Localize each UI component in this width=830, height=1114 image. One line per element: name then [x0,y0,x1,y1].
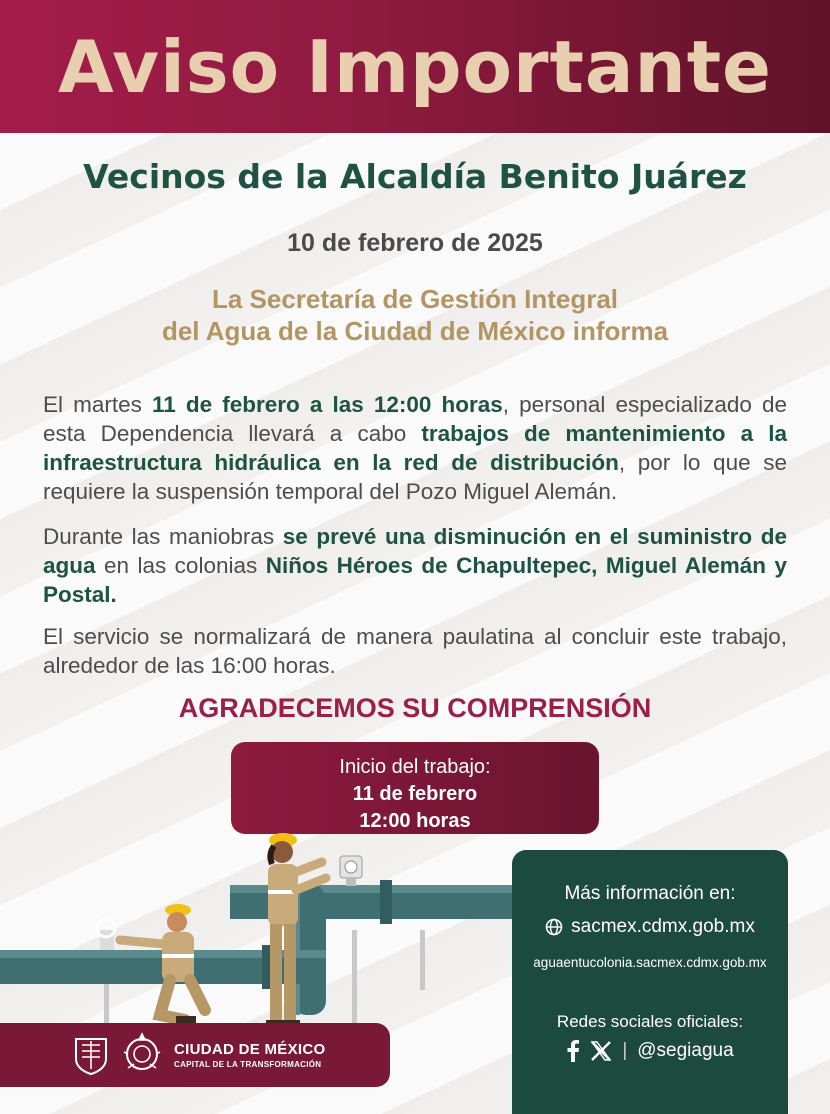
coat-of-arms-logo [72,1035,110,1075]
social-media-row [512,1040,788,1062]
issuer-statement [0,283,830,347]
page-title: Aviso Importante [58,24,772,109]
start-time: 12:00 horas [359,810,471,832]
info-box [512,850,788,1114]
footer-bar [0,1023,390,1087]
text-span: El servicio se normalizará de manera paulatina al concluir este trabajo, alrededor de las 16:00 horas. [43,624,787,678]
text-span: , por lo que se requiere la suspensión temporal del Pozo Miguel Alemán. [43,450,787,504]
start-label: Inicio del trabajo: [339,756,491,778]
globe-icon [545,918,563,936]
facebook-icon[interactable] [566,1040,580,1062]
social-handle[interactable]: @segiagua [637,1040,734,1061]
highlight-span: 11 de febrero a las 12:00 horas [151,392,503,417]
highlight-span: se prevé una disminución en el suministro de agua [43,524,787,578]
highlight-span: Niños Héroes de Chapultepec, Miguel Alemán y Postal. [43,553,787,607]
x-icon[interactable] [590,1040,612,1062]
text-span: El martes [43,392,152,417]
header-banner [0,0,830,133]
issuer-line-1: La Secretaría de Gestión Integral [211,284,619,314]
paragraph-restoration [43,622,787,680]
city-seal-logo [122,1032,162,1078]
city-brand [174,1041,325,1069]
social-media-label: Redes sociales oficiales: [556,1012,744,1031]
text-span: , personal especializado de esta Dependencia llevará a cabo [43,392,787,446]
separator: | [622,1040,628,1061]
secondary-website-link[interactable]: aguaentucolonia.sacmex.cdmx.gob.mx [533,955,767,970]
city-name: CIUDAD DE MÉXICO [174,1041,326,1058]
thanks-heading: AGRADECEMOS SU COMPRENSIÓN [178,693,652,723]
issuer-line-2: del Agua de la Ciudad de México informa [161,316,669,346]
text-span: en las colonias [95,553,266,578]
text-span: Durante las maniobras [43,524,283,549]
highlight-span: trabajos de mantenimiento a la infraestructura hidráulica en la red de distribución [43,421,787,475]
notice-date: 10 de febrero de 2025 [287,229,543,257]
city-tagline: CAPITAL DE LA TRANSFORMACIÓN [174,1060,322,1069]
website-text: sacmex.cdmx.gob.mx [571,916,755,937]
website-link[interactable] [512,916,788,938]
start-date: 11 de febrero [352,783,478,805]
start-time-box [231,742,599,834]
paragraph-affected-areas [43,522,787,609]
notice-subtitle: Vecinos de la Alcaldía Benito Juárez [83,157,747,196]
paragraph-schedule [43,390,787,506]
more-info-label: Más información en: [564,883,736,904]
